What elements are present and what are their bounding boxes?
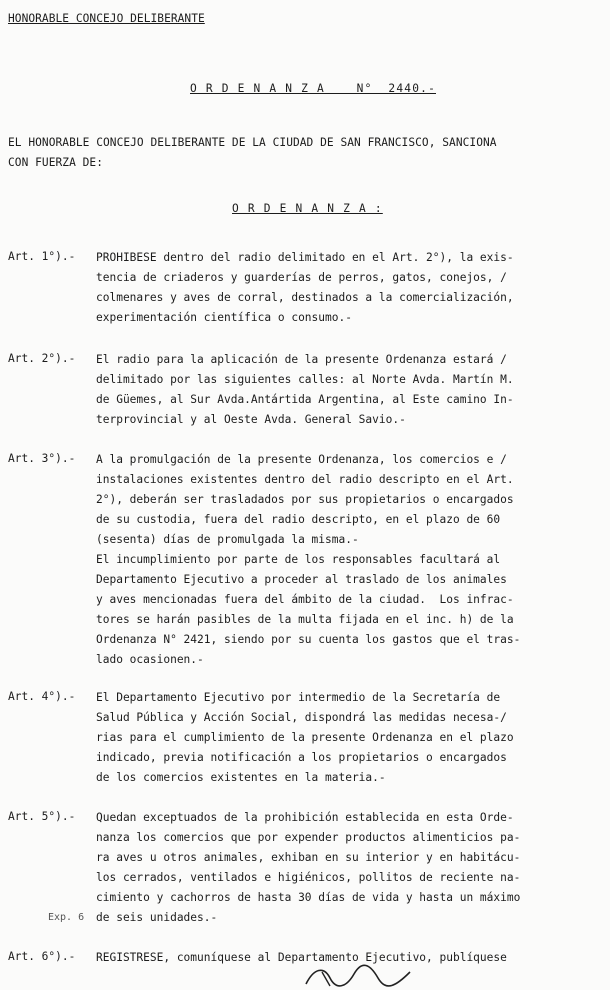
article-5-label: Art. 5°).- [8,810,76,823]
article-5-line-6: de seis unidades.- [96,911,218,924]
article-1-line-4: experimentación científica o consumo.- [96,311,352,324]
article-4-line-3: rias para el cumplimiento de la presente Ordenanza en el plazo [96,731,514,744]
section-title: O R D E N A N Z A : [232,202,383,215]
article-3-line-10: Ordenanza N° 2421, siendo por su cuenta los gastos que el tras- [96,633,521,646]
ordinance-title: O R D E N A N Z A N° 2440.- [190,82,436,95]
article-3-line-8: y aves mencionadas fuera del ámbito de la ciudad. Los infrac- [96,593,514,606]
article-1-line-1: PROHIBESE dentro del radio delimitado en el Art. 2°), la exis- [96,251,514,264]
article-4-label: Art. 4°).- [8,690,76,703]
article-3-line-3: 2°), deberán ser trasladados por sus propietarios o encargados [96,493,514,506]
article-3-line-2: instalaciones existentes dentro del radio descripto en el Art. [96,473,514,486]
article-4-line-4: indicado, previa notificación a los propietarios o encargados [96,751,507,764]
article-3-line-1: A la promulgación de la presente Ordenanza, los comercios e / [96,453,507,466]
article-3-line-6: El incumplimiento por parte de los responsables facultará al [96,553,501,566]
article-1-line-3: colmenares y aves de corral, destinados a la comercialización, [96,291,514,304]
article-2-label: Art. 2°).- [8,352,76,365]
signature-scribble [300,958,420,990]
institution-header: HONORABLE CONCEJO DELIBERANTE [8,12,205,25]
article-1-label: Art. 1°).- [8,250,76,263]
article-6-label: Art. 6°).- [8,950,76,963]
article-5-line-4: los cerrados, ventilados e higiénicos, pollitos de reciente na- [96,871,521,884]
preamble-line-2: CON FUERZA DE: [8,156,103,169]
article-2-line-3: de Güemes, al Sur Avda.Antártida Argentina, al Este camino In- [96,393,514,406]
article-2-line-2: delimitado por las siguientes calles: al Norte Avda. Martín M. [96,373,514,386]
article-3-line-7: Departamento Ejecutivo a proceder al traslado de los animales [96,573,507,586]
preamble-line-1: EL HONORABLE CONCEJO DELIBERANTE DE LA CIUDAD DE SAN FRANCISCO, SANCIONA [8,136,497,149]
article-2-line-1: El radio para la aplicación de la presente Ordenanza estará / [96,353,507,366]
article-6-line-1: REGISTRESE, comuníquese al Departamento Ejecutivo, publíquese [96,951,507,964]
article-5-line-1: Quedan exceptuados de la prohibición establecida en esta Orde- [96,811,514,824]
article-4-line-1: El Departamento Ejecutivo por intermedio de la Secretaría de [96,691,501,704]
article-5-line-2: nanza los comercios que por expender productos alimenticios pa- [96,831,521,844]
article-3-line-5: (sesenta) días de promulgada la misma.- [96,533,359,546]
article-3-label: Art. 3°).- [8,452,76,465]
article-5-line-5: cimiento y cachorros de hasta 30 días de vida y hasta un máximo [96,891,521,904]
article-3-line-9: tores se harán pasibles de la multa fijada en el inc. h) de la [96,613,514,626]
article-2-line-4: terprovincial y al Oeste Avda. General Savio.- [96,413,406,426]
article-1-line-2: tencia de criaderos y guarderías de perros, gatos, conejos, / [96,271,507,284]
article-3-line-11: lado ocasionen.- [96,653,204,666]
article-5-line-3: ra aves u otros animales, exhiban en su interior y en habitácu- [96,851,521,864]
article-4-line-5: de los comercios existentes en la materia.- [96,771,386,784]
article-3-line-4: de su custodia, fuera del radio descripto, en el plazo de 60 [96,513,501,526]
margin-note: Exp. 6 [48,912,85,923]
article-4-line-2: Salud Pública y Acción Social, dispondrá las medidas necesa-/ [96,711,507,724]
